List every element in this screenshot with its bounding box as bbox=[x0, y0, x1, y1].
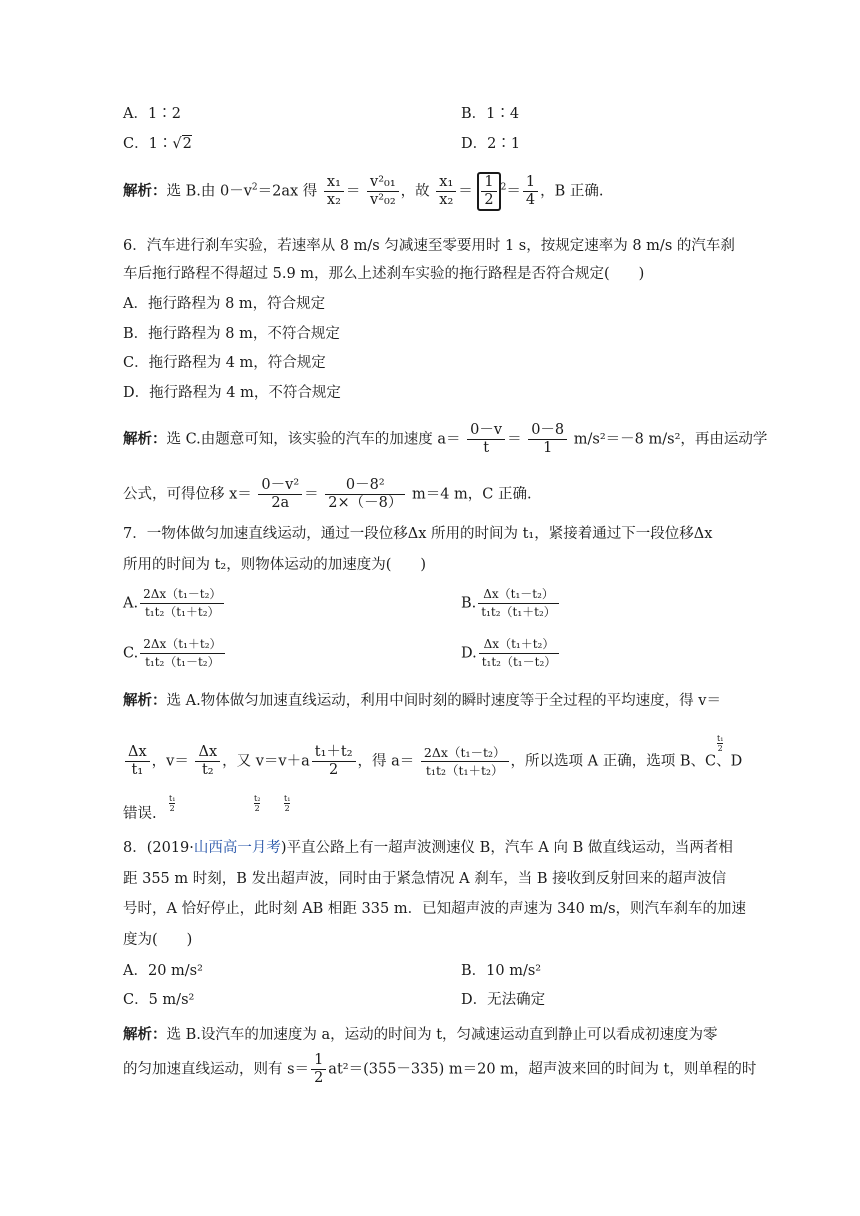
q5-fraction-half bbox=[481, 174, 496, 209]
q5-analysis-text-2: ＝2ax 得 bbox=[257, 183, 318, 200]
q7-frac-den: t₂ bbox=[201, 762, 214, 778]
q5-option-b: B．1∶4 bbox=[461, 106, 520, 122]
q5-option-c bbox=[123, 134, 192, 154]
q7-frac-num: Δx（t₁－t₂） bbox=[478, 586, 559, 604]
q5-frac-den: x₂ bbox=[326, 192, 341, 208]
q5-frac-num: 1 bbox=[481, 174, 496, 192]
q7-sub-fraction-2 bbox=[169, 794, 175, 813]
q8-stem-line-3: 号时，A 恰好停止，此时刻 AB 相距 335 m．已知超声波的声速为 340 m/s，则汽车刹车的加速 bbox=[123, 901, 747, 917]
q6-frac-num: 0－v bbox=[467, 422, 505, 440]
q6-frac-num: 0－8² bbox=[325, 477, 405, 495]
q5-analysis-text-3: ＝ bbox=[345, 183, 361, 200]
q5-frac-den: v²₀₂ bbox=[370, 192, 396, 208]
q5-frac-den: 4 bbox=[525, 192, 536, 208]
q6-frac-den: 2×（－8） bbox=[328, 495, 403, 511]
q7-option-c-fraction bbox=[140, 636, 224, 671]
q6-option-c: C．拖行路程为 4 m，符合规定 bbox=[123, 355, 326, 371]
q6-analysis-text-3: m/s²＝－8 m/s²，再由运动学 bbox=[573, 431, 768, 448]
q7-fraction-accel bbox=[421, 744, 509, 779]
q6-analysis-text-1: 选 C.由题意可知，该实验的汽车的加速度 a＝ bbox=[166, 431, 461, 448]
sub-den: 2 bbox=[169, 804, 175, 813]
q8-analysis-text-3: at²＝(355－335) m＝20 m，超声波来回的时间为 t，则单程的时 bbox=[328, 1061, 757, 1078]
q5-analysis-text-1: 选 B.由 0－v bbox=[166, 183, 252, 200]
q8-analysis-line-2 bbox=[123, 1052, 756, 1087]
q7-analysis-text-2: ，v＝ bbox=[151, 753, 189, 770]
q7-frac-den: 2 bbox=[329, 762, 339, 778]
q8-option-d: D．无法确定 bbox=[461, 992, 546, 1008]
q7-option-a-fraction bbox=[140, 586, 224, 621]
q6-analysis-text-5: ＝ bbox=[304, 486, 319, 503]
analysis-label: 解析： bbox=[123, 430, 167, 448]
q7-frac-num: t₁＋t₂ bbox=[312, 744, 356, 762]
q8-source-link[interactable]: 山西高一月考 bbox=[193, 840, 281, 856]
q7-fraction-half-time bbox=[312, 744, 356, 779]
q7-frac-den: t₁t₂（t₁－t₂） bbox=[481, 655, 557, 669]
q7-stem-line-2: 所用的时间为 t₂，则物体运动的加速度为( ) bbox=[123, 557, 427, 573]
sqrt-sign: √ bbox=[172, 136, 182, 152]
q7-frac-num: Δx bbox=[195, 744, 220, 762]
q6-frac-den: 2a bbox=[271, 495, 290, 511]
analysis-label: 解析： bbox=[123, 1026, 167, 1043]
analysis-label: 解析： bbox=[123, 692, 167, 709]
sub-den: 2 bbox=[717, 744, 723, 753]
q7-analysis-text-5: ，所以选项 A 正确，选项 B、C、D bbox=[510, 753, 743, 770]
sub-num: t₁ bbox=[169, 794, 176, 803]
q5-fraction-x1-x2 bbox=[324, 174, 344, 209]
q7-option-a bbox=[123, 586, 226, 621]
q5-frac-num: x₁ bbox=[436, 174, 456, 192]
q5-analysis-text-5: ＝ bbox=[458, 183, 473, 200]
sub-den: 2 bbox=[284, 804, 290, 813]
q7-analysis-text-1: 选 A.物体做匀加速直线运动，利用中间时刻的瞬时速度等于全过程的平均速度，得 v＝ bbox=[166, 693, 721, 709]
q6-analysis-text-4: 公式，可得位移 x＝ bbox=[123, 486, 252, 503]
q6-fraction-values bbox=[528, 422, 567, 457]
q7-frac-num: Δx bbox=[125, 744, 150, 762]
q5-frac-den: 2 bbox=[484, 192, 494, 208]
q6-analysis-line-1 bbox=[123, 422, 767, 457]
q8-analysis-text-2: 的匀加速直线运动，则有 s＝ bbox=[123, 1061, 310, 1078]
q7-analysis-text-4: ，得 a＝ bbox=[357, 753, 415, 770]
q7-analysis-line-2 bbox=[123, 744, 742, 779]
q6-frac-den: t bbox=[483, 440, 490, 456]
q6-option-a: A．拖行路程为 8 m，符合规定 bbox=[123, 296, 326, 312]
q6-fraction-accel bbox=[467, 422, 505, 457]
q7-frac-den: t₁t₂（t₁＋t₂） bbox=[425, 763, 504, 778]
q6-analysis-line-2 bbox=[123, 477, 532, 512]
q6-stem-line-1: 6．汽车进行刹车实验，若速率从 8 m/s 匀减速至零要用时 1 s，按规定速率为 8 m/s 的汽车刹 bbox=[123, 238, 735, 254]
sub-num: t₁ bbox=[284, 794, 291, 803]
sub-num: t₁ bbox=[717, 734, 724, 743]
q7-option-b-label: B. bbox=[461, 595, 477, 612]
q6-fraction-disp bbox=[258, 477, 302, 512]
q8-stem-prefix: 8．(2019· bbox=[123, 840, 194, 856]
q5-frac-num: 1 bbox=[523, 174, 538, 192]
q6-frac-den: 1 bbox=[543, 440, 553, 456]
q8-stem-line-2: 距 355 m 时刻，B 发出超声波，同时由于紧急情况 A 刹车，当 B 接收到反射回来的超声波信 bbox=[123, 871, 727, 887]
q7-frac-den: t₁t₂（t₁＋t₂） bbox=[481, 605, 556, 619]
q7-frac-den: t₁t₂（t₁＋t₂） bbox=[144, 605, 220, 619]
q5-option-c-prefix: C．1∶ bbox=[123, 136, 173, 152]
q8-stem-line-1 bbox=[123, 838, 733, 858]
sub-den: 2 bbox=[254, 804, 260, 813]
q5-fraction-x1-x2-b bbox=[436, 174, 456, 209]
q7-sub-fraction-3 bbox=[254, 794, 260, 813]
q7-option-c bbox=[123, 636, 227, 671]
sub-num: t₂ bbox=[254, 794, 261, 803]
q5-bracket bbox=[477, 172, 500, 211]
q7-option-b bbox=[461, 586, 561, 621]
q8-option-c: C．5 m/s² bbox=[123, 992, 195, 1008]
q8-frac-den: 2 bbox=[314, 1070, 324, 1086]
q7-sub-fraction-4 bbox=[284, 794, 290, 813]
q8-stem-line-4: 度为( ) bbox=[123, 932, 193, 948]
q7-frac-num: Δx（t₁＋t₂） bbox=[479, 636, 560, 654]
q7-fraction-dx-t1 bbox=[125, 744, 150, 779]
q7-analysis-text-3: ，又 v＝v＋a bbox=[222, 753, 310, 770]
q7-option-d-label: D. bbox=[461, 645, 477, 662]
q5-fraction-quarter bbox=[523, 174, 538, 209]
q5-option-d: D．2∶1 bbox=[461, 136, 521, 152]
q7-fraction-dx-t2 bbox=[195, 744, 220, 779]
q5-option-c-root: 2 bbox=[182, 136, 192, 152]
q8-analysis-line-1 bbox=[123, 1025, 718, 1045]
q5-frac-num: x₁ bbox=[324, 174, 344, 192]
q7-option-b-fraction bbox=[478, 586, 559, 621]
q7-sub-fraction-1 bbox=[717, 734, 723, 753]
q5-analysis-text-6: ，B 正确. bbox=[540, 183, 604, 200]
q6-option-b: B．拖行路程为 8 m，不符合规定 bbox=[123, 326, 340, 342]
q5-analysis: 解析：选 B.由 $0-v^2=2ax$ 得 $\frac{\text{x₁}}{\text{x₂}}$ ＝ $\frac{\text{v²₀₁}}{\text{v²₀₂}}$ ，故 $\frac{\text{x₁}}{\text{x₂}}$ ＝ $\frac{1}{2}$ $^2$＝ $\frac{1}{4}$ ，B 正确. bbox=[123, 172, 603, 211]
q8-option-a: A．20 m/s² bbox=[123, 963, 203, 979]
q8-fraction-half bbox=[311, 1052, 326, 1087]
q6-analysis-text-2: ＝ bbox=[507, 431, 522, 448]
q7-frac-num: 2Δx（t₁－t₂） bbox=[140, 586, 224, 604]
q7-option-a-label: A. bbox=[123, 595, 139, 612]
q5-fraction-v01-v02 bbox=[367, 174, 399, 209]
q7-analysis-line-1 bbox=[123, 691, 721, 711]
q6-option-d: D．拖行路程为 4 m，不符合规定 bbox=[123, 385, 341, 401]
q8-analysis-text-1: 选 B.设汽车的加速度为 a，运动的时间为 t，匀减速运动直到静止可以看成初速度为零 bbox=[166, 1027, 718, 1043]
q6-frac-num: 0－v² bbox=[258, 477, 302, 495]
q5-frac-num: v²₀₁ bbox=[367, 174, 399, 192]
q7-frac-num: 2Δx（t₁－t₂） bbox=[421, 744, 509, 762]
q6-frac-num: 0－8 bbox=[528, 422, 567, 440]
q7-stem-line-1: 7．一物体做匀加速直线运动，通过一段位移Δx 所用的时间为 t₁，紧接着通过下一段位移Δx bbox=[123, 526, 713, 542]
q5-option-a: A．1∶2 bbox=[123, 106, 181, 122]
q7-option-d-fraction bbox=[479, 636, 560, 671]
q8-option-b: B．10 m/s² bbox=[461, 963, 542, 979]
q7-option-d bbox=[461, 636, 561, 671]
q5-sq-1: 2 bbox=[251, 182, 258, 193]
analysis-label: 解析： bbox=[123, 182, 167, 200]
q7-frac-den: t₁ bbox=[131, 762, 144, 778]
q6-fraction-disp-values bbox=[325, 477, 405, 512]
q7-frac-num: 2Δx（t₁＋t₂） bbox=[140, 636, 224, 654]
q6-analysis-text-6: m＝4 m，C 正确. bbox=[411, 486, 532, 503]
q7-frac-den: t₁t₂（t₁－t₂） bbox=[145, 655, 220, 669]
q5-frac-den: x₂ bbox=[439, 192, 454, 208]
q5-sq-2: 2 bbox=[500, 182, 507, 193]
q6-stem-line-2: 车后拖行路程不得超过 5.9 m，那么上述刹车实验的拖行路程是否符合规定( ) bbox=[123, 266, 645, 282]
q7-analysis-line-3: 错误. bbox=[123, 806, 157, 822]
q5-analysis-text-4: ，故 bbox=[400, 183, 430, 200]
q7-option-c-label: C. bbox=[123, 645, 139, 662]
q8-stem-rest: )平直公路上有一超声波测速仪 B，汽车 A 向 B 做直线运动，当两者相 bbox=[280, 840, 733, 856]
q8-frac-num: 1 bbox=[311, 1052, 326, 1070]
